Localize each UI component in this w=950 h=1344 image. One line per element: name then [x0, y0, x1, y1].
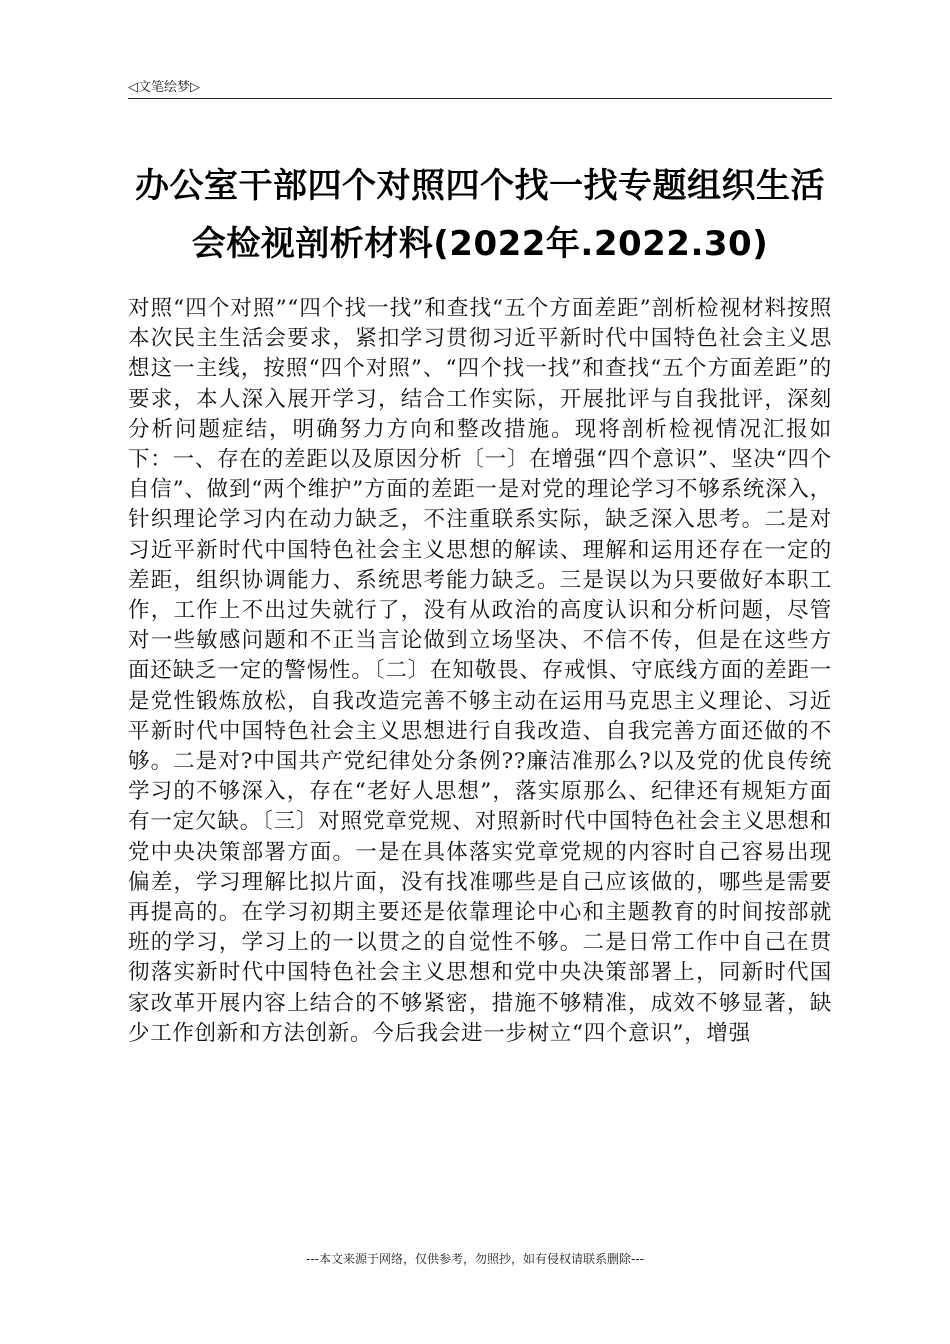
header-watermark-text: ◁文笔绘梦▷ — [128, 80, 200, 95]
page-footer-disclaimer: ---本文来源于网络，仅供参考，勿照抄，如有侵权请联系删除--- — [306, 1252, 644, 1266]
page-header — [128, 74, 832, 99]
document-title-line-1: 办公室干部四个对照四个找一找专题组织生活 — [135, 166, 825, 206]
document-title-line-2: 会检视剖析材料(2022年.2022.30) — [191, 224, 769, 264]
document-body-paragraph: 对照“四个对照”“四个找一找”和查找“五个方面差距”剖析检视材料按照本次民主生活会要求，紧扣学习贯彻习近平新时代中国特色社会主义思想这一主线，按照“四个对照”、“四个找一找”和查找“五个方面差距”的要求，本人深入展开学习，结合工作实际，开展批评与自我批评，深刻分析问题症结，明确努力方向和整改措施。现将剖析检视情况汇报如下：一、存在的差距以及原因分析〔一〕在增强“四个意识”、坚决“四个自信”、做到“两个维护”方面的差距一是对党的理论学习不够系统深入，针织理论学习内在动力缺乏，不注重联系实际，缺乏深入思考。二是对习近平新时代中国特色社会主义思想的解读、理解和运用还存在一定的差距，组织协调能力、系统思考能力缺乏。三是误以为只要做好本职工作，工作上不出过失就行了，没有从政治的高度认识和分析问题，尽管对一些敏感问题和不正当言论做到立场坚决、不信不传，但是在这些方面还缺乏一定的警惕性。〔二〕在知敬畏、存戒惧、守底线方面的差距一是党性锻炼放松，自我改造完善不够主动在运用马克思主义理论、习近平新时代中国特色社会主义思想进行自我改造、自我完善方面还做的不够。二是对?中国共产党纪律处分条例??廉洁准那么?以及党的优良传统学习的不够深入，存在“老好人思想”，落实原那么、纪律还有规矩方面有一定欠缺。〔三〕对照党章党规、对照新时代中国特色社会主义思想和党中央决策部署方面。一是在具体落实党章党规的内容时自己容易出现偏差，学习理解比拟片面，没有找准哪些是自己应该做的，哪些是需要再提高的。在学习初期主要还是依靠理论中心和主题教育的时间按部就班的学习，学习上的一以贯之的自觉性不够。二是日常工作中自己在贯彻落实新时代中国特色社会主义思想和党中央决策部署上，同新时代国家改革开展内容上结合的不够紧密，措施不够精准，成效不够显著，缺少工作创新和方法创新。今后我会进一步树立“四个意识”，增强 — [128, 296, 832, 1046]
